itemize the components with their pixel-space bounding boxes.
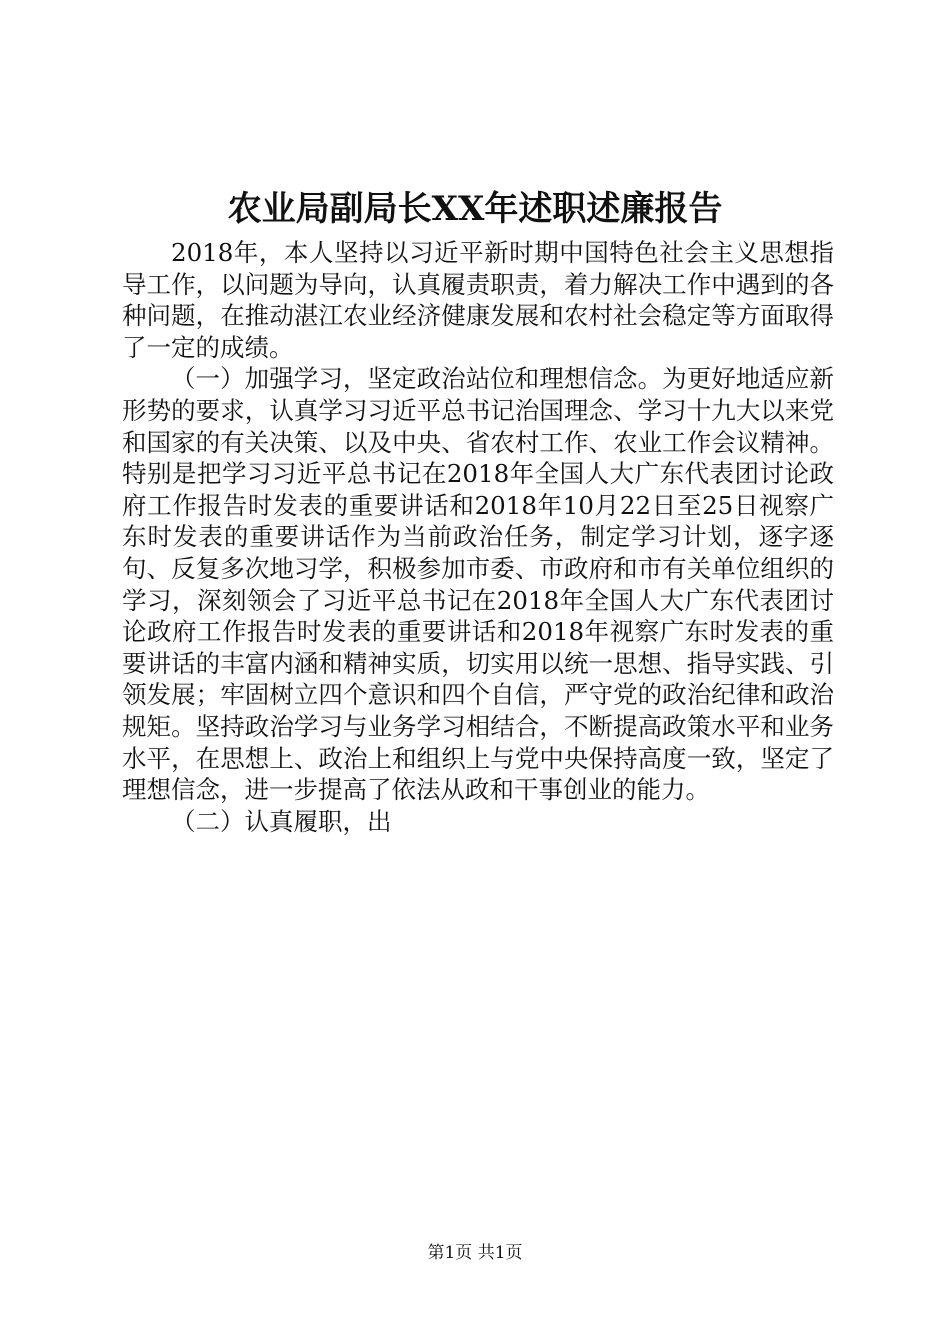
paragraph-section-2: （二）认真履职，出 bbox=[171, 806, 392, 836]
document-title: 农业局副局长XX年述职述廉报告 bbox=[227, 189, 723, 229]
document-body bbox=[122, 237, 834, 837]
paragraph-section-1: （一）加强学习，坚定政治站位和理想信念。为更好地适应新形势的要求，认真学习习近平总书记治国理念、学习十九大以来党和国家的有关决策、以及中央、省农村工作、农业工作会议精神。特别是把学习习近平总书记在2018年全国人大广东代表团讨论政府工作报告时发表的重要讲话和2018年10月22日至25日视察广东时发表的重要讲话作为当前政治任务，制定学习计划，逐字逐句、反复多次地习学，积极参加市委、市政府和市有关单位组织的学习，深刻领会了习近平总书记在2018年全国人大广东代表团讨论政府工作报告时发表的重要讲话和2018年视察广东时发表的重要讲话的丰富内涵和精神实质，切实用以统一思想、指导实践、引领发展；牢固树立四个意识和四个自信，严守党的政治纪律和政治规矩。坚持政治学习与业务学习相结合，不断提高政策水平和业务水平，在思想上、政治上和组织上与党中央保持高度一致，坚定了理想信念，进一步提高了依法从政和干事创业的能力。 bbox=[122, 364, 834, 805]
page-footer: 第1页 共1页 bbox=[427, 1243, 523, 1263]
paragraph-intro: 2018年，本人坚持以习近平新时期中国特色社会主义思想指导工作，以问题为导向，认真履责职责，着力解决工作中遇到的各种问题，在推动湛江农业经济健康发展和农村社会稳定等方面取得了一定的成绩。 bbox=[122, 238, 834, 362]
